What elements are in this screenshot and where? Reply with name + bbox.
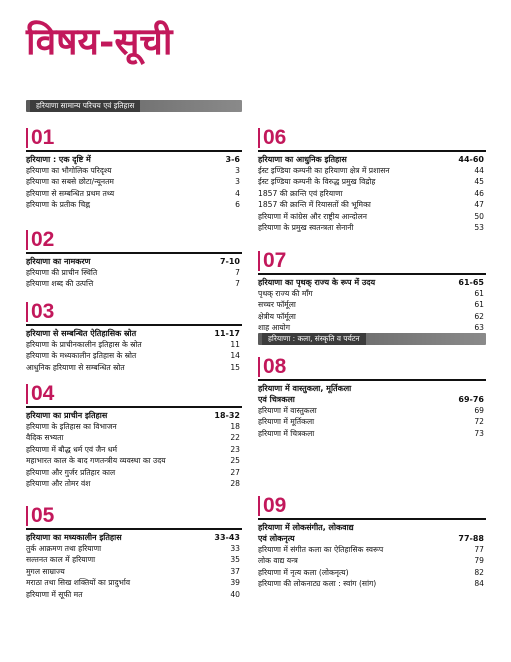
chapter-heading[interactable] [26,328,242,339]
toc-title: आधुनिक हरियाणा से सम्बन्धित स्रोत [26,362,125,372]
toc-title: हरियाणा का भौगोलिक परिदृश्य [26,165,112,175]
chapter-title-line1: हरियाणा में लोकसंगीत, लोकवाद्य [258,522,354,532]
toc-title: मराठा तथा सिख शक्तियों का प्रादुर्भाव [26,578,131,588]
toc-row[interactable] [258,428,486,439]
chapter-pages: 18-32 [214,410,240,420]
toc-page: 3 [235,177,240,187]
chapter-pages: 7-10 [219,256,240,266]
toc-title: पृथक् राज्य की माँग [258,288,313,298]
toc-page: 61 [474,300,484,310]
toc-row[interactable] [26,176,242,187]
toc-row[interactable] [26,350,242,361]
section-bar-part2 [258,333,486,345]
toc-title: हरियाणा में सूफी मत [26,589,83,599]
toc-page: 69 [474,405,484,415]
chapter-06 [258,127,486,233]
chapter-05 [26,505,242,600]
toc-row[interactable] [26,165,242,176]
toc-title: हरियाणा और गुर्जर प्रतिहार काल [26,467,116,477]
chapter-title: हरियाणा का आधुनिक इतिहास [258,154,347,164]
toc-row[interactable] [26,421,242,432]
chapter-title: हरियाणा का मध्यकालीन इतिहास [26,532,122,542]
section-label-part1: हरियाणा सामान्य परिचय एवं इतिहास [30,100,140,112]
toc-page: 62 [474,311,484,321]
chapter-rule [26,324,242,326]
toc-page: 44 [474,165,484,175]
toc-title: ईस्ट इण्डिया कम्पनी का हरियाणा क्षेत्र में प्रशासन [258,165,390,175]
toc-page: 63 [474,323,484,333]
toc-title: मुगल साम्राज्य [26,566,65,576]
toc-row[interactable] [26,467,242,478]
chapter-number: 09 [258,495,486,517]
chapter-rule [258,379,486,381]
toc-title: हरियाणा की लोकनाट्य कला : स्वांग (सांग) [258,579,377,589]
toc-page: 33 [230,543,240,553]
toc-page: 35 [230,555,240,565]
toc-row[interactable] [26,455,242,466]
chapter-heading[interactable] [258,533,486,544]
toc-page: 6 [235,200,240,210]
toc-title: हरियाणा में मूर्तिकला [258,417,315,427]
chapter-01 [26,127,242,211]
chapter-title: हरियाणा का पृथक् राज्य के रूप में उदय [258,277,376,287]
chapter-07 [258,250,486,334]
chapter-pages: 3-6 [225,154,240,164]
toc-row[interactable] [258,165,486,176]
toc-title: सच्चर फॉर्मूला [258,300,296,310]
toc-title: हरियाणा की प्राचीन स्थिति [26,267,98,277]
toc-row[interactable] [258,188,486,199]
toc-title: वैदिक सभ्यता [26,433,64,443]
toc-page: 53 [474,222,484,232]
toc-row[interactable] [258,222,486,233]
toc-row[interactable] [26,267,242,278]
section-label-part2: हरियाणा : कला, संस्कृति व पर्यटन [262,333,366,345]
chapter-pages: 77-88 [458,533,484,543]
toc-title: हरियाणा में चित्रकला [258,428,315,438]
toc-title: हरियाणा के मध्यकालीन इतिहास के स्रोत [26,351,137,361]
chapter-title-line1: हरियाणा में वास्तुकला, मूर्तिकला [258,383,352,393]
toc-row[interactable] [26,543,242,554]
toc-row[interactable] [258,416,486,427]
toc-title: ईस्ट इण्डिया कम्पनी के विरुद्ध प्रमुख विद्रोह [258,177,376,187]
toc-title: हरियाणा में कांग्रेस और राष्ट्रीय आन्दोलन [258,211,367,221]
toc-title: क्षेत्रीय फॉर्मूला [258,311,296,321]
chapter-09 [258,495,486,590]
toc-row[interactable] [258,299,486,310]
toc-page: 39 [230,578,240,588]
toc-page: 7 [235,267,240,277]
chapter-heading[interactable] [258,154,486,165]
toc-title: हरियाणा में संगीत कला का ऐतिहासिक स्वरूप [258,544,384,554]
toc-page: 28 [230,478,240,488]
toc-page: 3 [235,165,240,175]
chapter-number: 07 [258,250,486,272]
toc-title: लोक वाद्य यन्त्र [258,556,298,566]
toc-title: 1857 की क्रान्ति एवं हरियाणा [258,188,343,198]
toc-page: 15 [230,362,240,372]
chapter-heading[interactable] [258,394,486,405]
chapter-pages: 44-60 [458,154,484,164]
toc-page: 47 [474,200,484,210]
chapter-title: एवं चित्रकला [258,394,295,404]
chapter-number: 03 [26,301,242,323]
chapter-heading[interactable] [26,410,242,421]
toc-row[interactable] [258,211,486,222]
toc-page: 18 [230,421,240,431]
chapter-number: 06 [258,127,486,149]
toc-page: 23 [230,444,240,454]
toc-page: 27 [230,467,240,477]
toc-title: हरियाणा में नृत्य कला (लोकनृत्य) [258,567,349,577]
toc-page: 14 [230,351,240,361]
chapter-heading[interactable] [26,532,242,543]
toc-row[interactable] [258,176,486,187]
toc-row[interactable] [26,589,242,600]
toc-row[interactable] [258,199,486,210]
chapter-rule [26,252,242,254]
toc-row[interactable] [258,555,486,566]
chapter-04 [26,383,242,489]
chapter-pages: 11-17 [214,328,240,338]
chapter-rule [258,518,486,520]
toc-row[interactable] [258,322,486,333]
chapter-08 [258,356,486,439]
chapter-heading[interactable] [258,277,486,288]
toc-row[interactable] [258,288,486,299]
chapter-number: 04 [26,383,242,405]
toc-row[interactable] [258,567,486,578]
toc-page: 50 [474,211,484,221]
toc-row[interactable] [26,339,242,350]
chapter-pages: 69-76 [458,394,484,404]
section-bar-part1 [26,100,242,112]
chapter-title: हरियाणा से सम्बन्धित ऐतिहासिक स्रोत [26,328,137,338]
chapter-03 [26,301,242,373]
toc-title: हरियाणा के प्रमुख स्वतन्त्रता सेनानी [258,222,354,232]
chapter-number: 02 [26,229,242,251]
toc-page: 46 [474,188,484,198]
chapter-title: हरियाणा का नामकरण [26,256,91,266]
toc-title: हरियाणा से सम्बन्धित प्रथम तथ्य [26,188,115,198]
toc-row[interactable] [258,544,486,555]
toc-title: हरियाणा और तोमर वंश [26,478,91,488]
toc-row[interactable] [26,444,242,455]
toc-page: 72 [474,417,484,427]
toc-page: 79 [474,556,484,566]
toc-row[interactable] [26,478,242,489]
chapter-heading[interactable] [26,256,242,267]
toc-title: हरियाणा के प्रतीक चिह्न [26,200,90,210]
page-title: विषय-सूची [26,19,173,63]
toc-row[interactable] [26,278,242,289]
toc-page: 25 [230,456,240,466]
toc-page: 4 [235,188,240,198]
chapter-rule [26,406,242,408]
toc-title: हरियाणा के प्राचीनकालीन इतिहास के स्रोत [26,339,142,349]
toc-page: 77 [474,544,484,554]
toc-page: 84 [474,579,484,589]
toc-page: 37 [230,566,240,576]
toc-page: 61 [474,288,484,298]
chapter-02 [26,229,242,290]
toc-title: महाभारत काल के बाद गणतन्त्रीय व्यवस्था का उदय [26,456,166,466]
chapter-rule [258,273,486,275]
toc-row[interactable] [26,577,242,588]
chapter-number: 08 [258,356,486,378]
toc-page: 45 [474,177,484,187]
toc-title: 1857 की क्रान्ति में रियासतों की भूमिका [258,200,371,210]
chapter-pages: 61-65 [458,277,484,287]
toc-page: 40 [230,589,240,599]
toc-row[interactable] [26,554,242,565]
toc-row[interactable] [26,566,242,577]
toc-row[interactable] [258,405,486,416]
chapter-pages: 33-43 [214,532,240,542]
toc-row[interactable] [26,188,242,199]
chapter-number: 01 [26,127,242,149]
toc-page: 7 [235,279,240,289]
chapter-rule [26,528,242,530]
toc-row[interactable] [26,362,242,373]
chapter-title: हरियाणा : एक दृष्टि में [26,154,91,164]
chapter-title: हरियाणा का प्राचीन इतिहास [26,410,108,420]
toc-title: हरियाणा शब्द की उत्पत्ति [26,279,94,289]
toc-row[interactable] [258,311,486,322]
toc-page: 82 [474,567,484,577]
toc-title: शाह आयोग [258,323,290,333]
toc-row[interactable] [258,578,486,589]
toc-title: तुर्क आक्रमण तथा हरियाणा [26,543,102,553]
chapter-rule [258,150,486,152]
chapter-heading[interactable] [26,154,242,165]
toc-title: हरियाणा के इतिहास का विभाजन [26,421,117,431]
toc-page: 73 [474,428,484,438]
toc-title: हरियाणा में बौद्ध धर्म एवं जैन धर्म [26,444,118,454]
toc-title: हरियाणा का सबसे छोटा/न्यूनतम [26,177,114,187]
toc-title: सल्तनत काल में हरियाणा [26,555,96,565]
chapter-rule [26,150,242,152]
toc-row[interactable] [26,432,242,443]
toc-row[interactable] [26,199,242,210]
toc-title: हरियाणा में वास्तुकला [258,405,317,415]
toc-page: 11 [230,339,240,349]
chapter-number: 05 [26,505,242,527]
chapter-title: एवं लोकनृत्य [258,533,295,543]
toc-page: 22 [230,433,240,443]
